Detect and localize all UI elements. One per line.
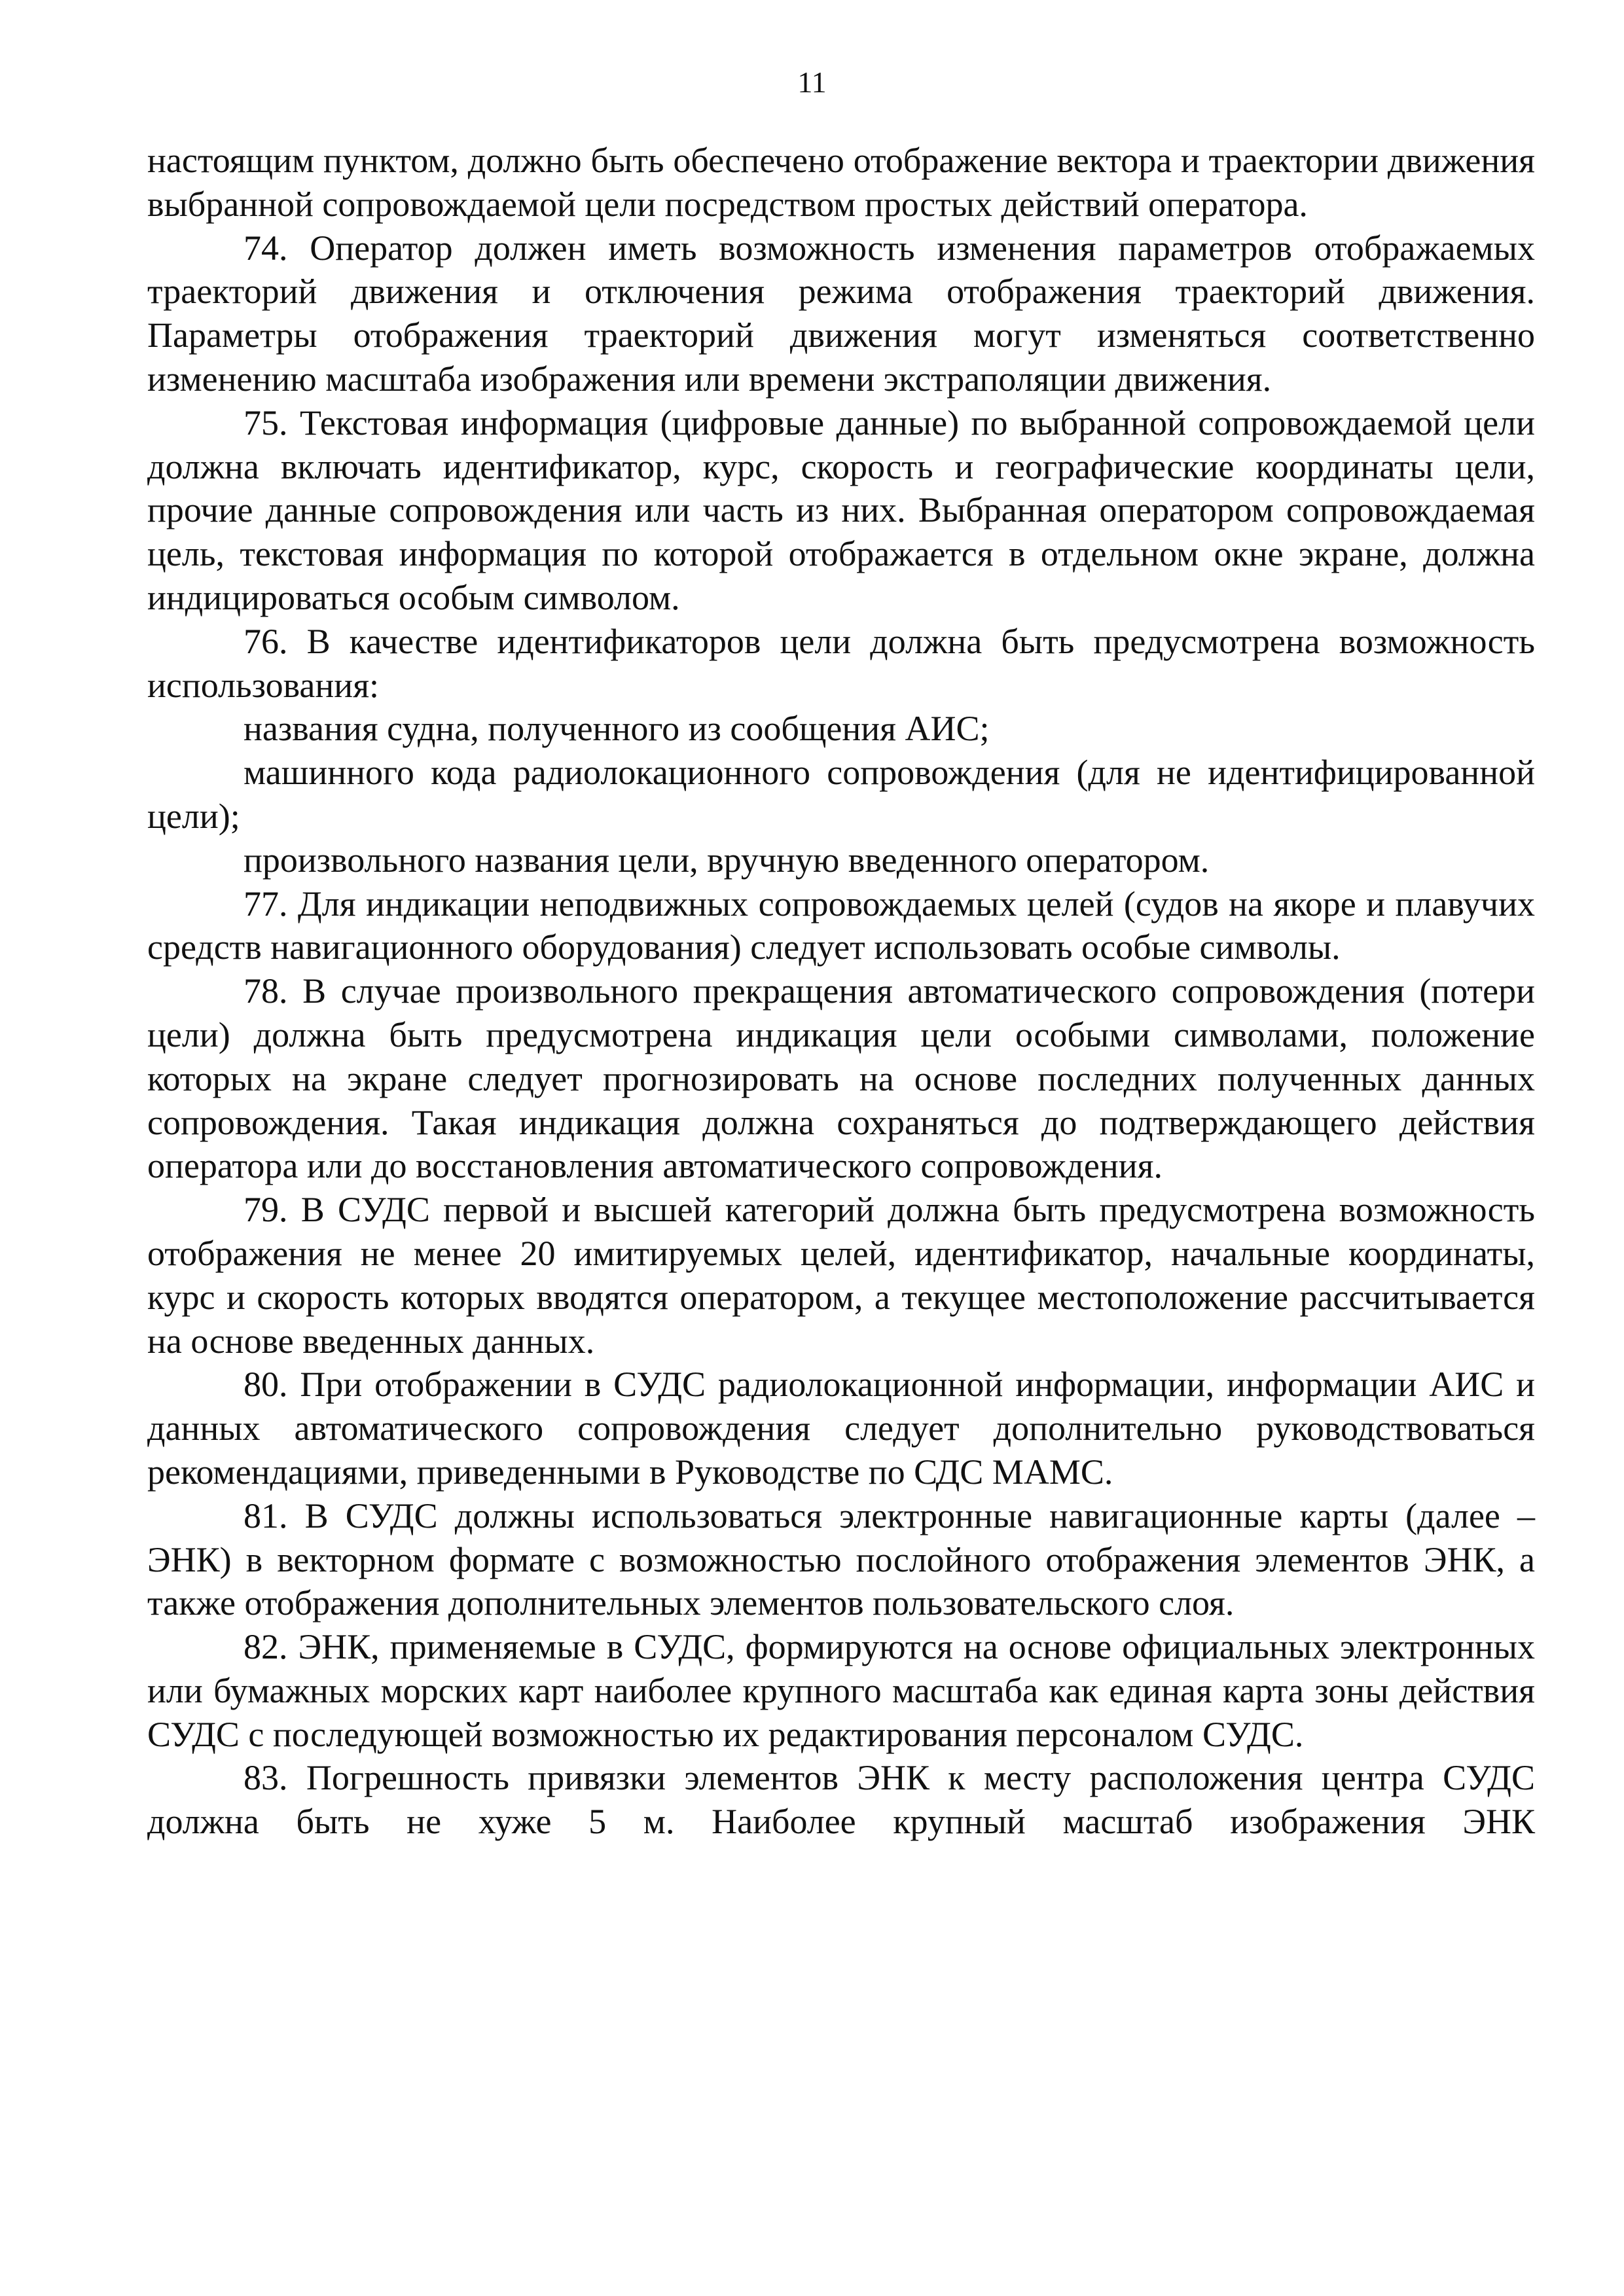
paragraph-continuation: настоящим пунктом, должно быть обеспечено отображение вектора и траектории движения выбранной сопровождаемой цели посредством простых действий оператора.: [147, 141, 1535, 224]
list-item-arbitrary-name: произвольного названия цели, вручную введенного оператором.: [244, 840, 1210, 880]
paragraph-80: 80. При отображении в СУДС радиолокационной информации, информации АИС и данных автоматического сопровождения следует дополнительно руководствоваться рекомендациями, приведенными в Руководстве по СДС МАМС.: [147, 1365, 1535, 1492]
document-body: [147, 139, 1535, 1844]
paragraph-79: 79. В СУДС первой и высшей категорий должна быть предусмотрена возможность отображения не менее 20 имитируемых целей, идентификатор, начальные координаты, курс и скорость которых вводятся оператором, а текущее местоположение рассчитывается на основе введенных данных.: [147, 1190, 1535, 1361]
paragraph-74: 74. Оператор должен иметь возможность изменения параметров отображаемых траекторий движения и отключения режима отображения траекторий движения. Параметры отображения траекторий движения могут изменяться соответственно изменению масштаба изображения или времени экстраполяции движения.: [147, 228, 1535, 399]
paragraph-78: 78. В случае произвольного прекращения автоматического сопровождения (потери цели) должна быть предусмотрена индикация цели особыми символами, положение которых на экране следует прогнозировать на основе последних полученных данных сопровождения. Такая индикация должна сохраняться до подтверждающего действия оператора или до восстановления автоматического сопровождения.: [147, 971, 1535, 1186]
paragraph-83: 83. Погрешность привязки элементов ЭНК к месту расположения центра СУДС должна быть не хуже 5 м. Наиболее крупный масштаб изображения ЭНК: [147, 1758, 1535, 1842]
paragraph-82: 82. ЭНК, применяемые в СУДС, формируются на основе официальных электронных или бумажных морских карт наиболее крупного масштаба как единая карта зоны действия СУДС с последующей возможностью их редактирования персоналом СУДС.: [147, 1627, 1535, 1754]
page-number: 11: [797, 65, 827, 99]
list-item-vessel-name: названия судна, полученного из сообщения АИС;: [244, 709, 990, 749]
list-item-radar-code: машинного кода радиолокационного сопровождения (для не идентифицированной цели);: [147, 753, 1535, 836]
paragraph-75: 75. Текстовая информация (цифровые данные) по выбранной сопровождаемой цели должна включать идентификатор, курс, скорость и географические координаты цели, прочие данные сопровождения или часть из них. Выбранная оператором сопровождаемая цель, текстовая информация по которой отображается в отдельном окне экране, должна индицироваться особым символом.: [147, 403, 1535, 617]
paragraph-77: 77. Для индикации неподвижных сопровождаемых целей (судов на якоре и плавучих средств навигационного оборудования) следует использовать особые символы.: [147, 884, 1535, 967]
paragraph-76: 76. В качестве идентификаторов цели должна быть предусмотрена возможность использования:: [147, 621, 1535, 705]
paragraph-81: 81. В СУДС должны использоваться электронные навигационные карты (далее – ЭНК) в векторном формате с возможностью послойного отображения элементов ЭНК, а также отображения дополнительных элементов пользовательского слоя.: [147, 1496, 1535, 1623]
